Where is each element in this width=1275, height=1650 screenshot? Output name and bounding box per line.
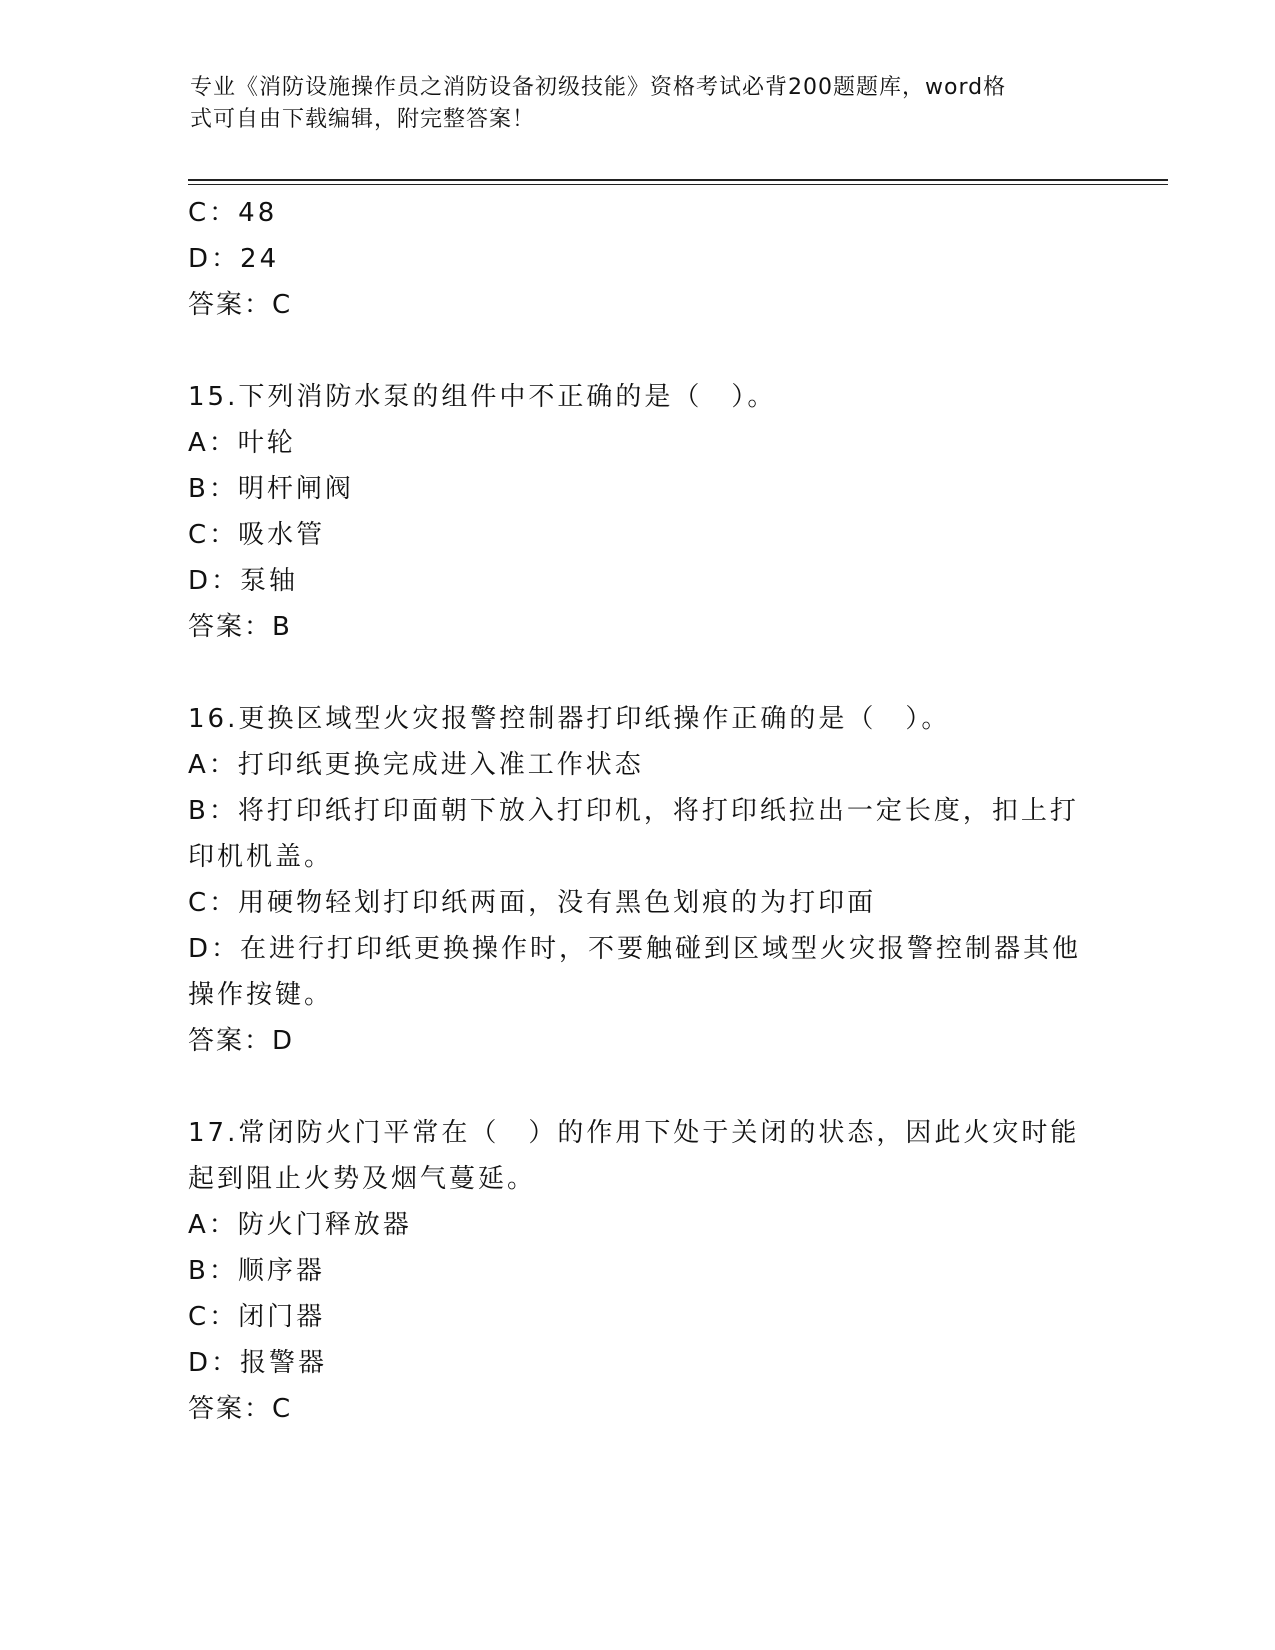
option-a: A：叶轮 xyxy=(188,428,296,458)
option-a: A：防火门释放器 xyxy=(188,1210,412,1240)
option-b: B：将打印纸打印面朝下放入打印机，将打印纸拉出一定长度，扣上打 xyxy=(188,796,1079,826)
question-17 xyxy=(188,1110,1088,1432)
option-d: D：在进行打印纸更换操作时，不要触碰到区域型火灾报警控制器其他 xyxy=(188,934,1082,964)
answer-line: 答案：B xyxy=(188,612,292,642)
header-divider-thick xyxy=(188,179,1168,181)
option-b: B：顺序器 xyxy=(188,1256,325,1286)
spacer xyxy=(188,650,1088,696)
answer-line: 答案：D xyxy=(188,1026,295,1056)
spacer xyxy=(188,1064,1088,1110)
option-d-continued: 操作按键。 xyxy=(188,980,334,1010)
answer-line: 答案：C xyxy=(188,1394,293,1424)
question-stem: 15.下列消防水泵的组件中不正确的是（ ）。 xyxy=(188,382,777,412)
header-title-line-1: 专业《消防设施操作员之消防设备初级技能》资格考试必背200题题库，word格 xyxy=(190,75,1007,100)
answer-line: 答案：C xyxy=(188,290,293,320)
option-b: B：明杆闸阀 xyxy=(188,474,354,504)
question-stem-continued: 起到阻止火势及烟气蔓延。 xyxy=(188,1164,537,1194)
option-b-continued: 印机机盖。 xyxy=(188,842,334,872)
spacer xyxy=(188,328,1088,374)
question-list xyxy=(188,190,1088,1432)
option-c: C：闭门器 xyxy=(188,1302,326,1332)
option-c: C：用硬物轻划打印纸两面，没有黑色划痕的为打印面 xyxy=(188,888,877,918)
option-a: A：打印纸更换完成进入准工作状态 xyxy=(188,750,644,780)
question-stem: 16.更换区域型火灾报警控制器打印纸操作正确的是（ ）。 xyxy=(188,704,951,734)
question-stem: 17.常闭防火门平常在（ ）的作用下处于关闭的状态，因此火灾时能 xyxy=(188,1118,1080,1148)
option-c: C：吸水管 xyxy=(188,520,326,550)
option-d: D：24 xyxy=(188,244,280,274)
question-continuation xyxy=(188,190,1088,328)
option-d: D：报警器 xyxy=(188,1348,328,1378)
document-header xyxy=(190,72,1080,136)
question-15 xyxy=(188,374,1088,650)
question-16 xyxy=(188,696,1088,1064)
option-d: D：泵轴 xyxy=(188,566,299,596)
header-title-line-2: 式可自由下载编辑，附完整答案！ xyxy=(190,107,536,132)
header-divider-thin xyxy=(188,184,1168,185)
option-c: C：48 xyxy=(188,198,278,228)
